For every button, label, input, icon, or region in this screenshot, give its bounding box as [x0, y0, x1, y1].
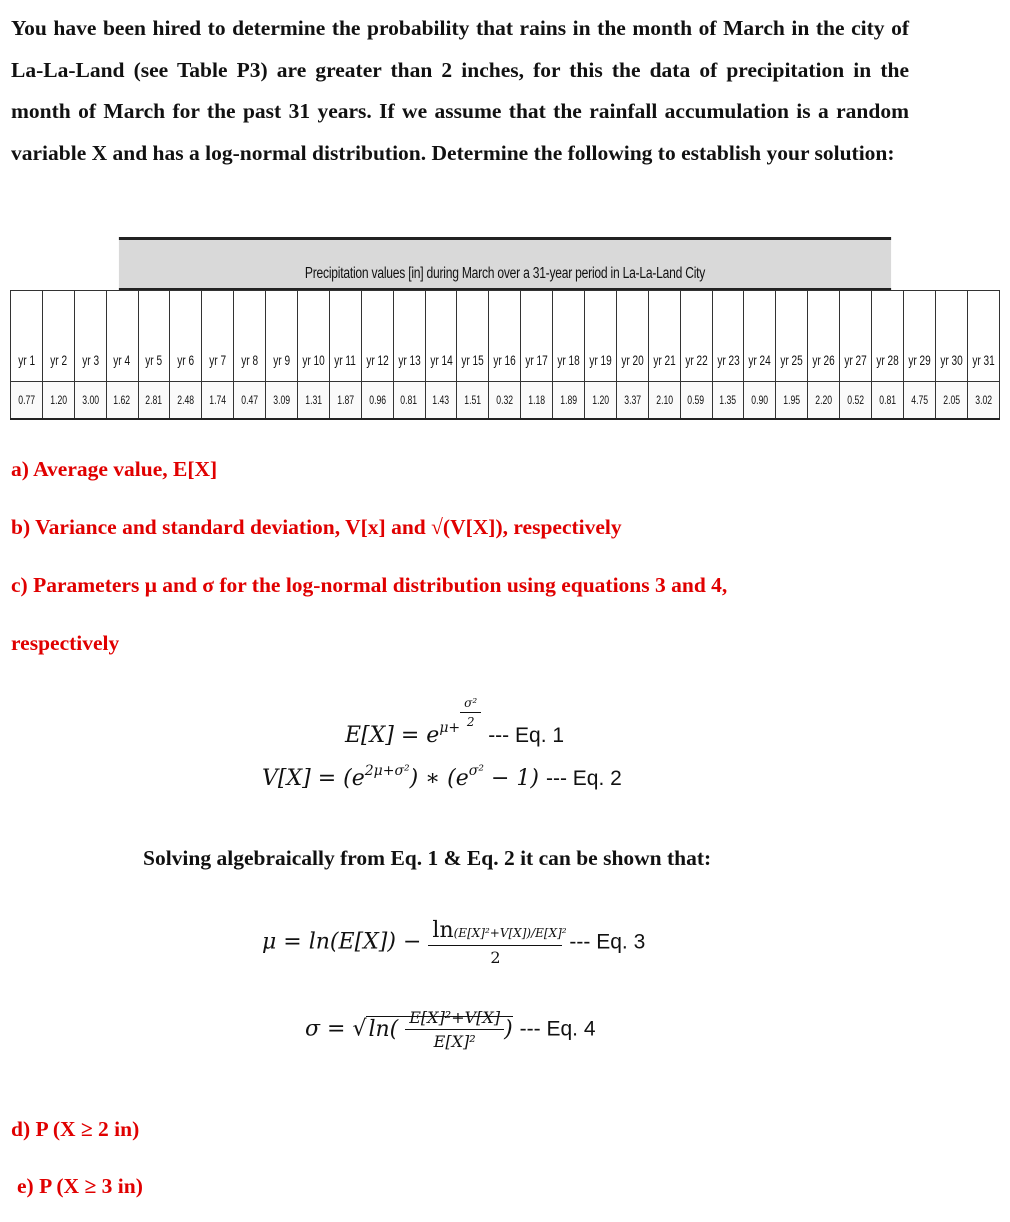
- year-header-cell: [329, 291, 361, 382]
- year-header-cell: [521, 291, 553, 382]
- year-header-label: yr 12: [366, 352, 389, 368]
- precipitation-value: 3.00: [81, 393, 99, 407]
- precipitation-value: 0.81: [400, 393, 418, 407]
- year-header-cell: [393, 291, 425, 382]
- year-header-label: yr 14: [429, 352, 453, 368]
- precipitation-value-cell: [425, 382, 457, 420]
- precipitation-value: 0.96: [368, 393, 386, 407]
- precipitation-value-cell: [106, 382, 138, 420]
- precipitation-value-cell: [840, 382, 872, 420]
- year-header-cell: [11, 291, 43, 382]
- header-row: [11, 291, 1000, 382]
- year-header-label: yr 2: [49, 352, 67, 368]
- precipitation-value-cell: [138, 382, 170, 420]
- question-e: e) P (X ≥ 3 in): [17, 1174, 143, 1198]
- year-header-cell: [808, 291, 840, 382]
- year-header-cell: [648, 291, 680, 382]
- year-header-label: yr 19: [589, 352, 612, 368]
- precipitation-value-cell: [553, 382, 585, 420]
- year-header-label: yr 9: [273, 352, 290, 368]
- year-header-label: yr 27: [844, 352, 867, 368]
- year-header-cell: [361, 291, 393, 382]
- data-grid: [10, 290, 1000, 420]
- precipitation-value-cell: [935, 382, 967, 420]
- precipitation-value: 2.20: [815, 393, 833, 407]
- precipitation-value: 0.52: [847, 393, 865, 407]
- precipitation-value-cell: [42, 382, 74, 420]
- precipitation-value: 1.74: [209, 393, 227, 407]
- precipitation-value-cell: [967, 382, 999, 420]
- solving-note: Solving algebraically from Eq. 1 & Eq. 2 it can be shown that:: [143, 846, 712, 870]
- precipitation-value-cell: [903, 382, 935, 420]
- precipitation-value-cell: [648, 382, 680, 420]
- year-header-cell: [553, 291, 585, 382]
- precipitation-value: 1.43: [432, 393, 450, 407]
- precipitation-value: 4.75: [910, 393, 928, 407]
- year-header-label: yr 21: [653, 352, 676, 368]
- eq1-label: --- Eq. 1: [488, 724, 565, 747]
- precipitation-value-cell: [170, 382, 202, 420]
- year-header-cell: [967, 291, 999, 382]
- year-header-label: yr 29: [908, 352, 931, 368]
- precipitation-value: 2.81: [145, 393, 163, 407]
- question-c-continued: respectively: [11, 631, 120, 655]
- question-a: a) Average value, E[X]: [11, 457, 218, 481]
- precipitation-value: 1.18: [528, 393, 546, 407]
- precipitation-value-cell: [872, 382, 904, 420]
- precipitation-value: 1.31: [305, 393, 322, 407]
- year-header-cell: [585, 291, 617, 382]
- year-header-cell: [234, 291, 266, 382]
- precipitation-value: 3.09: [273, 393, 290, 407]
- precipitation-value-cell: [521, 382, 553, 420]
- year-header-cell: [616, 291, 648, 382]
- question-c: c) Parameters μ and σ for the log-normal distribution using equations 3 and 4,: [11, 573, 728, 597]
- year-header-cell: [170, 291, 202, 382]
- precipitation-value: 1.95: [783, 393, 801, 407]
- equation-2: $V[X] = (e^{2\mu+\sigma^2})$ ∗ $(e^{\sigma^2} - 1)$ --- Eq. 2: [262, 763, 622, 791]
- year-header-cell: [744, 291, 776, 382]
- precipitation-value: 0.59: [687, 393, 705, 407]
- precipitation-value: 3.37: [623, 393, 641, 407]
- precipitation-value: 1.35: [719, 393, 737, 407]
- precipitation-value: 1.89: [560, 393, 577, 407]
- eq3-label: --- Eq. 3: [569, 930, 646, 954]
- year-header-cell: [489, 291, 521, 382]
- year-header-label: yr 15: [461, 352, 485, 368]
- year-header-cell: [935, 291, 967, 382]
- year-header-cell: [202, 291, 234, 382]
- year-header-label: yr 16: [493, 352, 517, 368]
- year-header-label: yr 17: [525, 352, 549, 368]
- eq4-label: --- Eq. 4: [519, 1017, 596, 1041]
- year-header-label: yr 4: [113, 352, 131, 368]
- equation-3: μ = ln(E[X]) − $\frac{\text{ln(E[X]²+V[X])/E[X]²}}{2}$ --- Eq. 3: [262, 918, 646, 967]
- precipitation-table: [10, 237, 1000, 420]
- year-header-cell: [298, 291, 330, 382]
- precipitation-value-cell: [744, 382, 776, 420]
- values-row: [11, 382, 1000, 420]
- year-header-label: yr 26: [812, 352, 836, 368]
- precipitation-value: 0.32: [496, 393, 514, 407]
- precipitation-value-cell: [11, 382, 43, 420]
- year-header-label: yr 24: [748, 352, 772, 368]
- year-header-label: yr 7: [209, 352, 227, 368]
- year-header-cell: [776, 291, 808, 382]
- precipitation-value-cell: [329, 382, 361, 420]
- year-header-label: yr 6: [177, 352, 195, 368]
- year-header-label: yr 20: [621, 352, 644, 368]
- precipitation-value-cell: [616, 382, 648, 420]
- precipitation-value-cell: [234, 382, 266, 420]
- precipitation-value: 1.62: [113, 393, 131, 407]
- year-header-cell: [74, 291, 106, 382]
- year-header-label: yr 18: [557, 352, 580, 368]
- year-header-label: yr 25: [780, 352, 804, 368]
- year-header-label: yr 28: [876, 352, 899, 368]
- year-header-cell: [903, 291, 935, 382]
- eq2-label: --- Eq. 2: [545, 767, 622, 790]
- year-header-cell: [266, 291, 298, 382]
- precipitation-value-cell: [489, 382, 521, 420]
- year-header-label: yr 5: [145, 352, 163, 368]
- year-header-cell: [712, 291, 744, 382]
- precipitation-value-cell: [266, 382, 298, 420]
- precipitation-value-cell: [298, 382, 330, 420]
- question-d: d) P (X ≥ 2 in): [11, 1117, 140, 1141]
- year-header-cell: [872, 291, 904, 382]
- precipitation-value: 1.51: [464, 393, 482, 407]
- precipitation-value: 0.47: [241, 393, 259, 407]
- precipitation-value: 0.77: [18, 393, 35, 407]
- precipitation-value-cell: [457, 382, 489, 420]
- year-header-label: yr 22: [685, 352, 708, 368]
- precipitation-value-cell: [74, 382, 106, 420]
- precipitation-value: 2.48: [177, 393, 195, 407]
- precipitation-value: 1.20: [592, 393, 609, 407]
- year-header-label: yr 31: [972, 352, 995, 368]
- year-header-cell: [457, 291, 489, 382]
- year-header-label: yr 8: [241, 352, 259, 368]
- year-header-cell: [840, 291, 872, 382]
- year-header-cell: [138, 291, 170, 382]
- year-header-cell: [106, 291, 138, 382]
- precipitation-value: 1.87: [336, 393, 354, 407]
- precipitation-value-cell: [361, 382, 393, 420]
- question-b: b) Variance and standard deviation, V[x] and √(V[X]), respectively: [11, 515, 622, 539]
- year-header-label: yr 1: [18, 352, 35, 368]
- precipitation-value: 1.20: [49, 393, 67, 407]
- equation-1: $E[X] = e^{\mu+ \frac{\text{σ²}}{2}}$ --- Eq. 1: [345, 696, 565, 748]
- precipitation-value: 2.05: [942, 393, 960, 407]
- precipitation-value-cell: [393, 382, 425, 420]
- precipitation-value: 2.10: [655, 393, 673, 407]
- year-header-label: yr 13: [398, 352, 421, 368]
- precipitation-value-cell: [202, 382, 234, 420]
- precipitation-value-cell: [585, 382, 617, 420]
- precipitation-value-cell: [776, 382, 808, 420]
- problem-statement: You have been hired to determine the probability that rains in the month of March in the city of La-La-Land (see Table P3) are greater than 2 inches, for this the data of precipitation in the month of March for the past 31 years. If we assume that the rainfall accumulation is a random variable X and has a log-normal distribution. Determine the following to establish your solution:: [11, 16, 909, 165]
- year-header-label: yr 3: [81, 352, 99, 368]
- year-header-label: yr 23: [716, 352, 740, 368]
- precipitation-value-cell: [712, 382, 744, 420]
- year-header-label: yr 10: [302, 352, 325, 368]
- precipitation-value: 3.02: [974, 393, 992, 407]
- year-header-cell: [42, 291, 74, 382]
- year-header-cell: [425, 291, 457, 382]
- equation-4: σ = √ln( $\frac{\text{E[X]²+V[X]}}{\text{E[X]²}}$ ) --- Eq. 4: [305, 1008, 596, 1051]
- year-header-label: yr 11: [334, 352, 357, 368]
- precipitation-value-cell: [680, 382, 712, 420]
- year-header-cell: [680, 291, 712, 382]
- table-title: Precipitation values [in] during March over a 31-year period in La-La-Land City: [119, 237, 891, 290]
- precipitation-value: 0.90: [751, 393, 769, 407]
- precipitation-value-cell: [808, 382, 840, 420]
- year-header-label: yr 30: [940, 352, 963, 368]
- precipitation-value: 0.81: [879, 393, 896, 407]
